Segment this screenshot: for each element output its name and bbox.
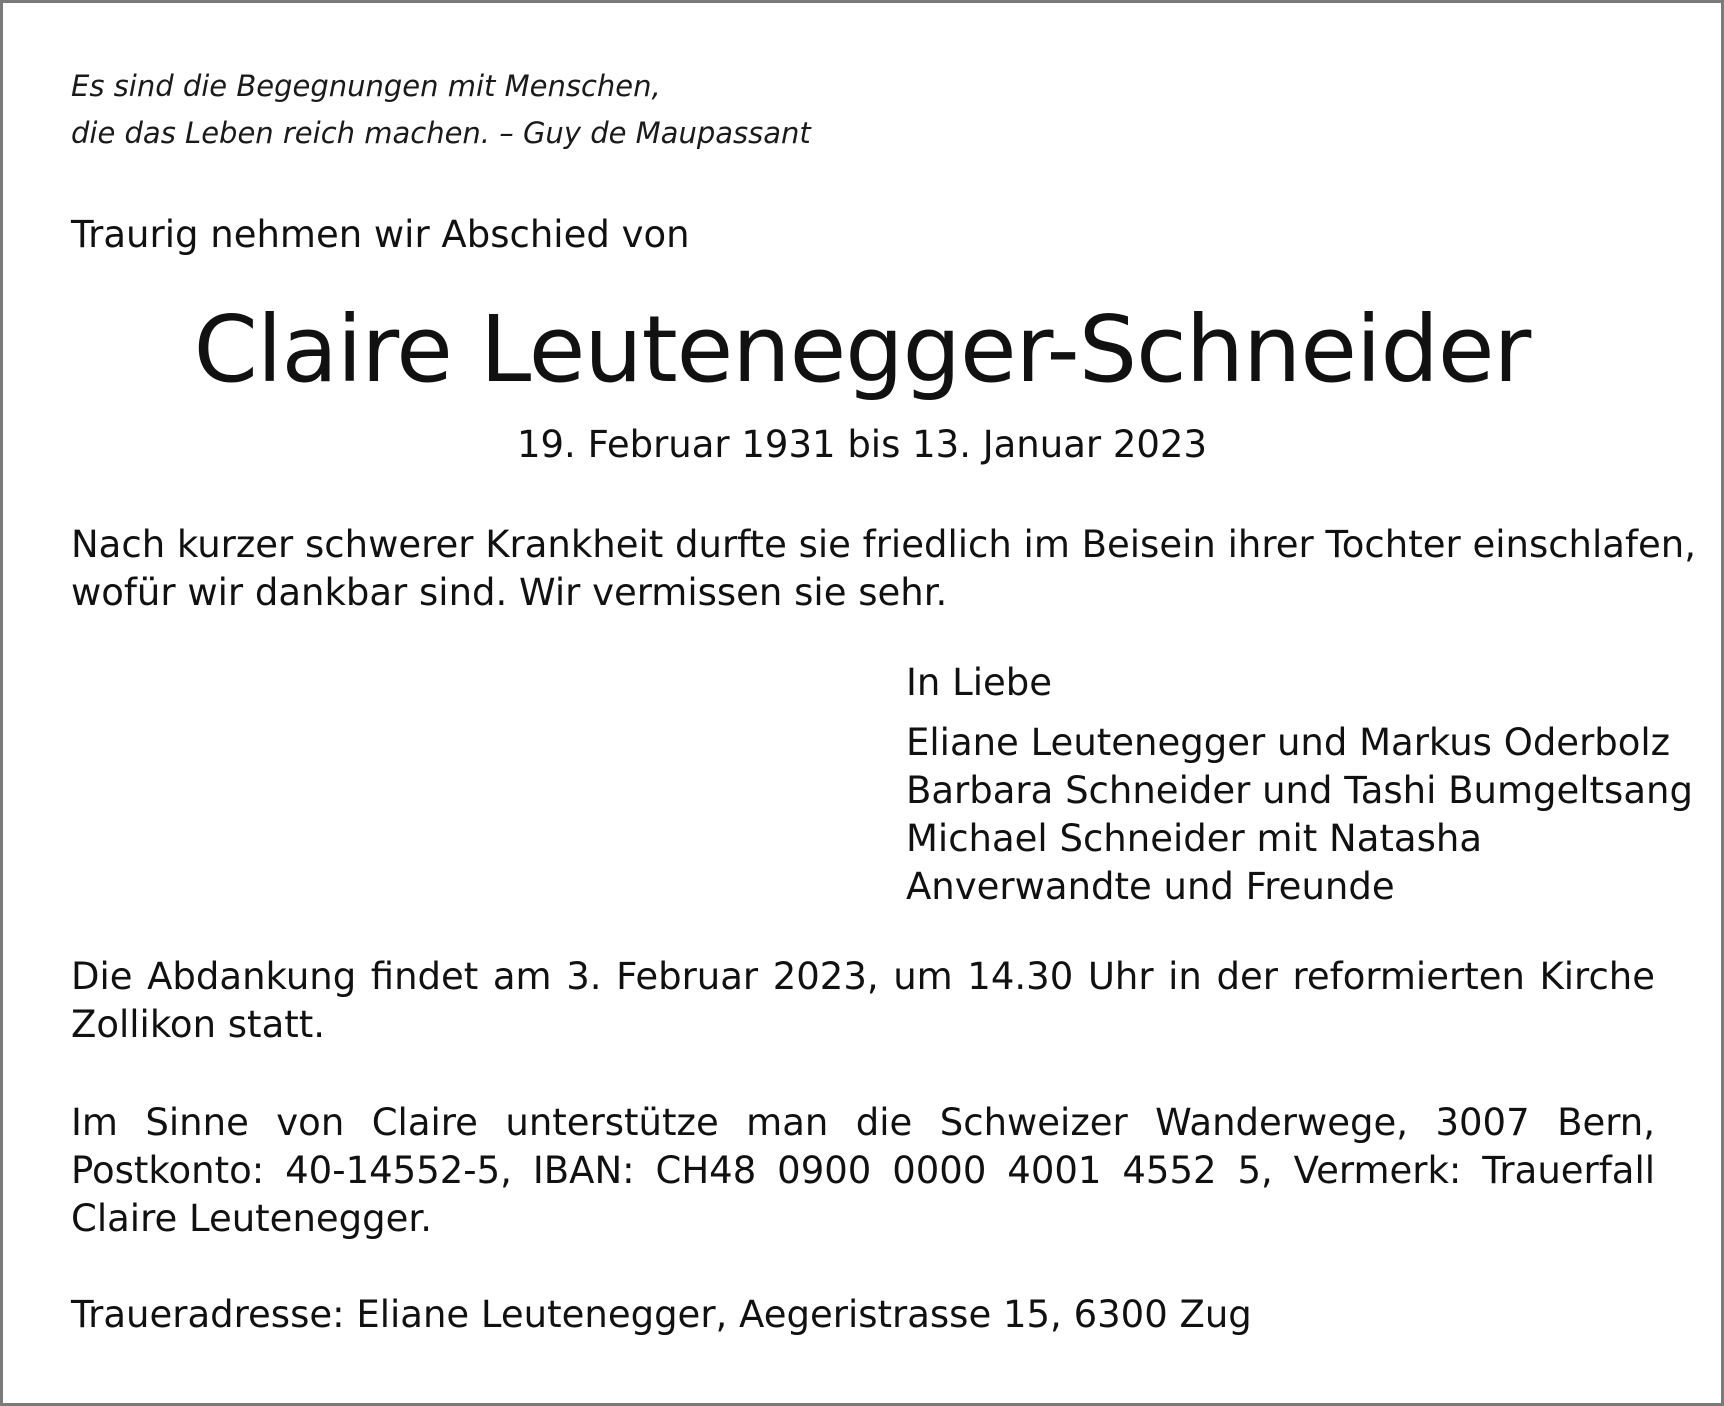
mourning-address: Traueradresse: Eliane Leutenegger, Aegeristrasse 15, 6300 Zug <box>71 1293 1252 1336</box>
signoff-block <box>906 659 1693 911</box>
mourner-name: Michael Schneider mit Natasha <box>906 817 1482 860</box>
mourner-name: Anverwandte und Freunde <box>906 865 1395 908</box>
message-line-2: wofür wir dankbar sind. Wir vermissen sie sehr. <box>71 571 948 614</box>
signoff-heading: In Liebe <box>906 661 1053 704</box>
donation-paragraph: Im Sinne von Claire unterstütze man die Schweizer Wanderwege, 3007 Bern, Postkonto: 40-14552-5, IBAN: CH48 0900 0000 4001 4552 5, Vermerk: Trauerfall Claire Leutenegger. <box>71 1101 1655 1240</box>
epigraph-quote <box>71 63 811 157</box>
quote-line-2: die das Leben reich machen. – Guy de Maupassant <box>71 116 811 150</box>
mourner-name: Barbara Schneider und Tashi Bumgeltsang <box>906 769 1693 812</box>
mourner-name: Eliane Leutenegger und Markus Oderbolz <box>906 721 1671 764</box>
life-dates: 19. Februar 1931 bis 13. Januar 2023 <box>516 423 1208 466</box>
ceremony-paragraph: Die Abdankung findet am 3. Februar 2023, um 14.30 Uhr in der reformierten Kirche Zollikon statt. <box>71 955 1655 1046</box>
intro-text: Traurig nehmen wir Abschied von <box>71 213 690 256</box>
quote-line-1: Es sind die Begegnungen mit Menschen, <box>71 69 661 103</box>
message-paragraph <box>71 521 1696 617</box>
message-line-1: Nach kurzer schwerer Krankheit durfte sie friedlich im Beisein ihrer Tochter einschlafen, <box>71 523 1696 566</box>
deceased-name: Claire Leutenegger-Schneider <box>193 296 1531 403</box>
obituary-notice <box>3 3 1721 1403</box>
